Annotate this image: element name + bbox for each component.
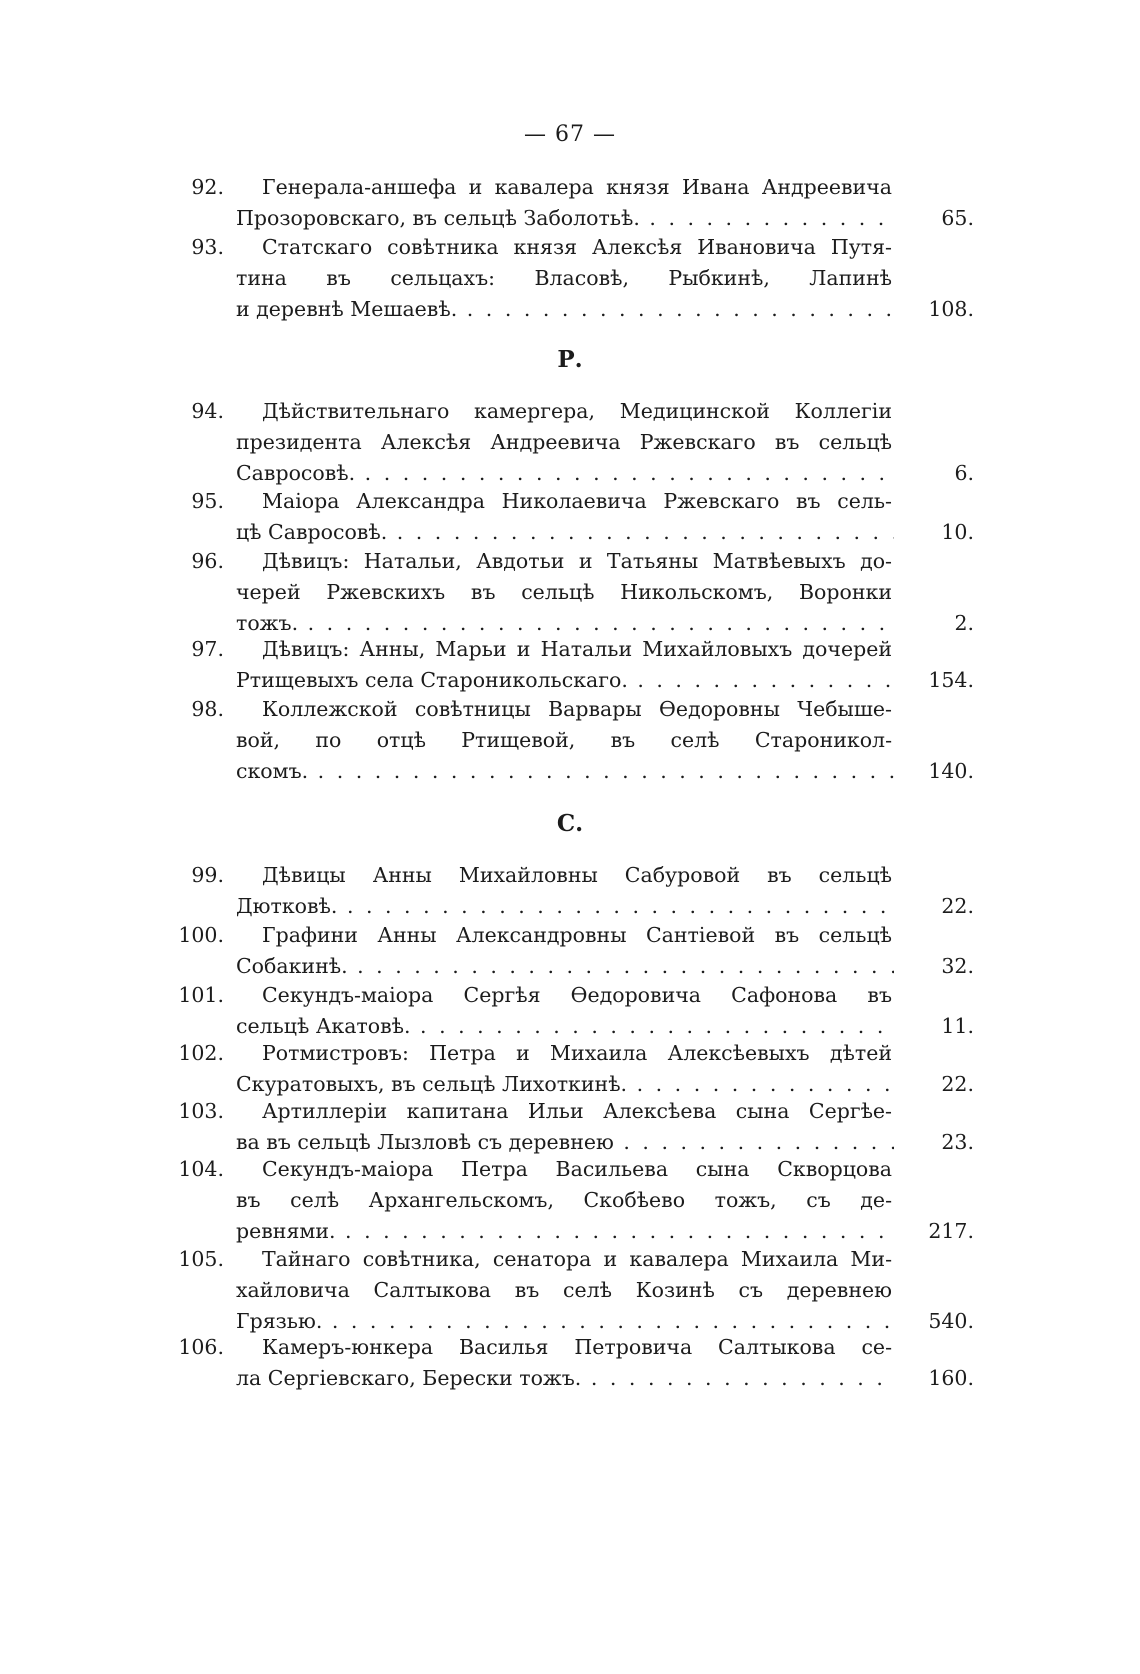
entry-number: 95. bbox=[191, 489, 224, 513]
entry-text-line: хайловича Салтыкова въ селѣ Козинѣ съ деревнею bbox=[236, 1278, 892, 1302]
entry-number: 101. bbox=[178, 983, 224, 1007]
entry-number: 106. bbox=[178, 1335, 224, 1359]
entry-text-last-line: Прозоровскаго, въ сельцѣ Заболотьѣ. . . . bbox=[236, 203, 894, 234]
entry-item bbox=[0, 1244, 1140, 1337]
entry-number: 105. bbox=[178, 1247, 224, 1271]
entry-text-line: Дѣвицъ: Анны, Марьи и Натальи Михайловыхъ дочерей bbox=[262, 637, 892, 661]
entry-text-line: Дѣвицы Анны Михайловны Сабуровой въ сельцѣ bbox=[262, 863, 892, 887]
page-number: — 67 — bbox=[524, 122, 616, 147]
entry-page-ref: 217. bbox=[900, 1216, 974, 1247]
entry-text-line: Камеръ-юнкера Василья Петровича Салтыкова се- bbox=[262, 1335, 892, 1359]
entry-text-line: въ селѣ Архангельскомъ, Скобѣево тожъ, съ де- bbox=[236, 1188, 892, 1212]
entry-text-line: Дѣвицъ: Натальи, Авдотьи и Татьяны Матвѣевыхъ до- bbox=[262, 549, 892, 573]
entry-text-line: Генерала-аншефа и кавалера князя Ивана Андреевича bbox=[262, 175, 892, 199]
entry-page-ref: 6. bbox=[900, 458, 974, 489]
entry-page-ref: 540. bbox=[900, 1306, 974, 1337]
entry-text-line: вой, по отцѣ Ртищевой, въ селѣ Староникол- bbox=[236, 728, 892, 752]
entry-text-last-line: Ртищевыхъ села Староникольскаго. . . . bbox=[236, 665, 894, 696]
entry-text-line: Статскаго совѣтника князя Алексѣя Ивановича Путя- bbox=[262, 235, 892, 259]
entry-text-line: Коллежской совѣтницы Варвары Ѳедоровны Чебыше- bbox=[262, 697, 892, 721]
entry-item bbox=[0, 920, 1140, 982]
entry-text-line: Маіора Александра Николаевича Ржевскаго въ сель- bbox=[262, 489, 892, 513]
entry-page-ref: 154. bbox=[900, 665, 974, 696]
entry-item bbox=[0, 980, 1140, 1042]
entry-page-ref: 140. bbox=[900, 756, 974, 787]
entry-text-line: Тайнаго совѣтника, сенатора и кавалера Михаила Ми- bbox=[262, 1247, 892, 1271]
entry-number: 98. bbox=[191, 697, 224, 721]
entry-number: 92. bbox=[191, 175, 224, 199]
entry-item bbox=[0, 860, 1140, 922]
section-letter: С. bbox=[556, 810, 584, 837]
entry-number: 93. bbox=[191, 235, 224, 259]
entry-text-last-line: Савросовѣ. . . . bbox=[236, 458, 894, 489]
entry-page-ref: 11. bbox=[900, 1011, 974, 1042]
entry-item bbox=[0, 1332, 1140, 1394]
entry-text-last-line: Собакинѣ. . . . bbox=[236, 951, 894, 982]
entry-page-ref: 160. bbox=[900, 1363, 974, 1394]
entry-item bbox=[0, 172, 1140, 234]
entry-number: 100. bbox=[178, 923, 224, 947]
entry-item bbox=[0, 634, 1140, 696]
entry-text-last-line: Грязью. . . . bbox=[236, 1306, 894, 1337]
entry-item bbox=[0, 396, 1140, 489]
entry-text-last-line: ва въ сельцѣ Лызловѣ съ деревнею . . . bbox=[236, 1127, 894, 1158]
entry-number: 94. bbox=[191, 399, 224, 423]
entry-text-last-line: цѣ Савросовѣ. . . . bbox=[236, 517, 894, 548]
entry-text-last-line: и деревнѣ Мешаевѣ. . . . bbox=[236, 294, 894, 325]
entry-text-last-line: ла Сергіевскаго, Берески тожъ. . . . bbox=[236, 1363, 894, 1394]
entry-item bbox=[0, 1154, 1140, 1247]
entry-page-ref: 10. bbox=[900, 517, 974, 548]
entry-text-last-line: Дютковѣ. . . . bbox=[236, 891, 894, 922]
entry-number: 97. bbox=[191, 637, 224, 661]
entry-text-line: тина въ сельцахъ: Власовѣ, Рыбкинѣ, Лапинѣ bbox=[236, 266, 892, 290]
entry-number: 96. bbox=[191, 549, 224, 573]
entry-page-ref: 108. bbox=[900, 294, 974, 325]
entry-text-line: Ротмистровъ: Петра и Михаила Алексѣевыхъ дѣтей bbox=[262, 1041, 892, 1065]
entry-number: 104. bbox=[178, 1157, 224, 1181]
entry-item bbox=[0, 694, 1140, 787]
entry-item bbox=[0, 1096, 1140, 1158]
entry-text-line: Дѣйствительнаго камергера, Медицинской Коллегіи bbox=[262, 399, 892, 423]
entry-text-line: Секундъ-маіора Сергѣя Ѳедоровича Сафонова въ bbox=[262, 983, 892, 1007]
entry-item bbox=[0, 232, 1140, 325]
entry-text-line: Графини Анны Александровны Сантіевой въ сельцѣ bbox=[262, 923, 892, 947]
entry-page-ref: 65. bbox=[900, 203, 974, 234]
entry-text-last-line: скомъ. . . . bbox=[236, 756, 894, 787]
entry-page-ref: 22. bbox=[900, 1069, 974, 1100]
entry-page-ref: 22. bbox=[900, 891, 974, 922]
entry-item bbox=[0, 546, 1140, 639]
section-letter: Р. bbox=[557, 346, 583, 373]
entry-text-last-line: ревнями. . . . bbox=[236, 1216, 894, 1247]
entry-text-line: президента Алексѣя Андреевича Ржевскаго въ сельцѣ bbox=[236, 430, 892, 454]
entry-text-line: Секундъ-маіора Петра Васильева сына Скворцова bbox=[262, 1157, 892, 1181]
entry-text-last-line: сельцѣ Акатовѣ. . . . bbox=[236, 1011, 894, 1042]
entry-page-ref: 32. bbox=[900, 951, 974, 982]
entry-text-last-line: Скуратовыхъ, въ сельцѣ Лихоткинѣ. . . . bbox=[236, 1069, 894, 1100]
entry-page-ref: 23. bbox=[900, 1127, 974, 1158]
entry-item bbox=[0, 486, 1140, 548]
entry-text-last-line: тожъ. . . . bbox=[236, 608, 894, 639]
entry-number: 103. bbox=[178, 1099, 224, 1123]
entry-text-line: Артиллеріи капитана Ильи Алексѣева сына Сергѣе- bbox=[262, 1099, 892, 1123]
entry-text-line: черей Ржевскихъ въ сельцѣ Никольскомъ, Воронки bbox=[236, 580, 892, 604]
entry-number: 102. bbox=[178, 1041, 224, 1065]
entry-number: 99. bbox=[191, 863, 224, 887]
entry-item bbox=[0, 1038, 1140, 1100]
entry-page-ref: 2. bbox=[900, 608, 974, 639]
